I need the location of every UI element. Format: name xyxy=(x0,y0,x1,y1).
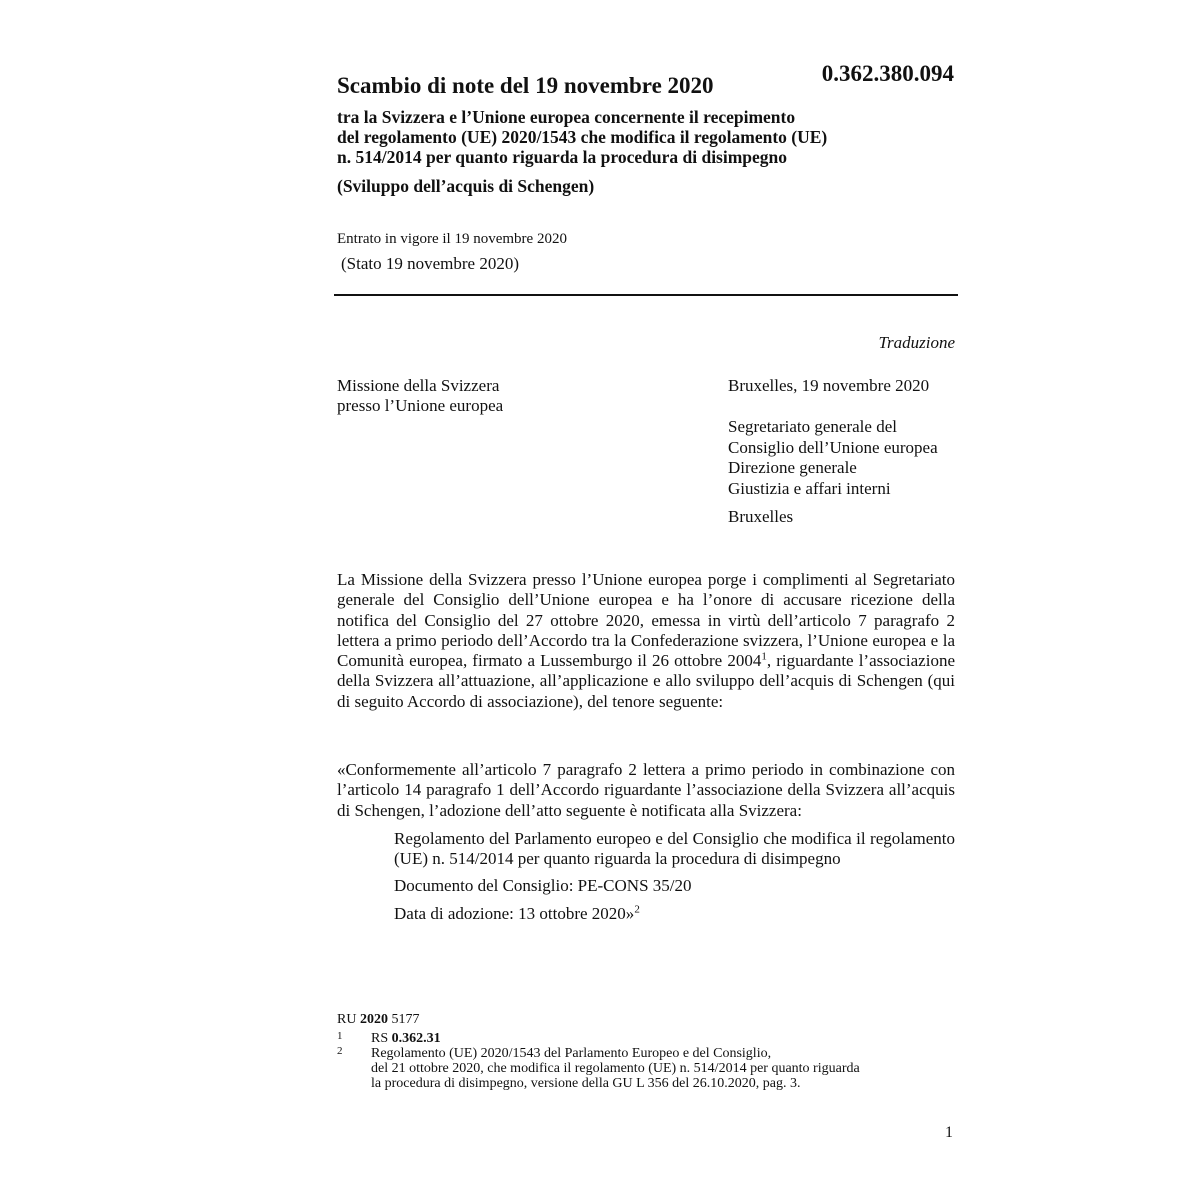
quoted-regulation: Regolamento del Parlamento europeo e del Consiglio che modifica il regolamento (UE) n. 514/2014 per quanto riguarda la procedura di disimpegno xyxy=(394,829,955,868)
subtitle-line: tra la Svizzera e l’Unione europea concernente il recepimento xyxy=(337,107,796,127)
page-number: 1 xyxy=(945,1124,953,1141)
sender-line: presso l’Unione europea xyxy=(337,396,504,415)
quoted-adoption xyxy=(394,904,955,924)
paragraph-text: , riguardante l’associazione della Svizzera all’attuazione, all’applicazione e allo sviluppo dell’acquis di Schengen (qui di seguito Accordo di associazione), del tenore seguente: xyxy=(337,651,955,711)
recipient-line: Direzione generale xyxy=(728,458,857,477)
status-date: (Stato 19 novembre 2020) xyxy=(341,254,519,273)
footnote-line: del 21 ottobre 2020, che modifica il regolamento (UE) n. 514/2014 per quanto riguarda xyxy=(371,1061,860,1076)
document-title: Scambio di note del 19 novembre 2020 xyxy=(337,73,714,98)
footnote-1 xyxy=(337,1031,441,1046)
body-paragraph-1 xyxy=(337,570,955,712)
ru-year: 2020 xyxy=(359,1012,388,1027)
footnote-2 xyxy=(337,1046,860,1091)
place-date: Bruxelles, 19 novembre 2020 xyxy=(728,376,930,395)
subtitle-line: del regolamento (UE) 2020/1543 che modifica il regolamento (UE) xyxy=(337,127,828,147)
recipient-line: Consiglio dell’Unione europea xyxy=(728,437,938,457)
footnote-ref-2[interactable]: 2 xyxy=(634,903,640,916)
sender-address xyxy=(337,376,503,416)
document-number: 0.362.380.094 xyxy=(821,61,954,86)
entry-into-force: Entrato in vigore il 19 novembre 2020 xyxy=(337,231,567,247)
document-subtitle xyxy=(337,107,937,167)
footnote-mark: 1 xyxy=(337,1030,343,1042)
subtitle-line: n. 514/2014 per quanto riguarda la procedura di disimpegno xyxy=(337,147,788,167)
schengen-note: (Sviluppo dell’acquis di Schengen) xyxy=(337,176,595,196)
ru-prefix: RU xyxy=(337,1012,357,1027)
footnote-prefix: RS xyxy=(371,1031,389,1046)
footnote-mark: 2 xyxy=(337,1045,343,1057)
ru-page: 5177 xyxy=(391,1012,420,1027)
translation-label: Traduzione xyxy=(878,333,955,352)
footnote-ref-1[interactable]: 1 xyxy=(761,650,767,663)
recipient-line: Segretariato generale del xyxy=(728,417,897,436)
ru-reference xyxy=(337,1012,419,1028)
body-paragraph-2: «Conformemente all’articolo 7 paragrafo 2 lettera a primo periodo in combinazione con l’articolo 14 paragrafo 1 dell’Accordo riguardante l’associazione della Svizzera all’acquis di Schengen, l’adozione dell’atto seguente è notificata alla Svizzera: xyxy=(337,760,955,820)
footnote-line: Regolamento (UE) 2020/1543 del Parlamento Europeo e del Consiglio, xyxy=(371,1046,772,1061)
adoption-text: Data di adozione: 13 ottobre 2020» xyxy=(394,904,635,923)
header-divider xyxy=(334,294,958,296)
sender-line: Missione della Svizzera xyxy=(337,376,500,395)
footnote-line: la procedura di disimpegno, versione della GU L 356 del 26.10.2020, pag. 3. xyxy=(371,1076,801,1091)
recipient-address xyxy=(728,417,938,499)
footnote-rs-number: 0.362.31 xyxy=(391,1031,441,1046)
recipient-line: Giustizia e affari interni xyxy=(728,478,891,498)
paragraph-text: La Missione della Svizzera presso l’Unione europea porge i complimenti al Segretariato generale del Consiglio dell’Unione europea e ha l’onore di accusare ricezione della notifica del Consiglio del 27 ottobre 2020, emessa in virtù dell’articolo 7 paragrafo 2 lettera a primo periodo dell’Accordo tra la Confederazione svizzera, l’Unione europea e la Comunità europea, firmato a Lussemburgo il 26 ottobre 2004 xyxy=(337,570,955,671)
quoted-document: Documento del Consiglio: PE-CONS 35/20 xyxy=(394,876,692,895)
recipient-city: Bruxelles xyxy=(728,507,794,526)
